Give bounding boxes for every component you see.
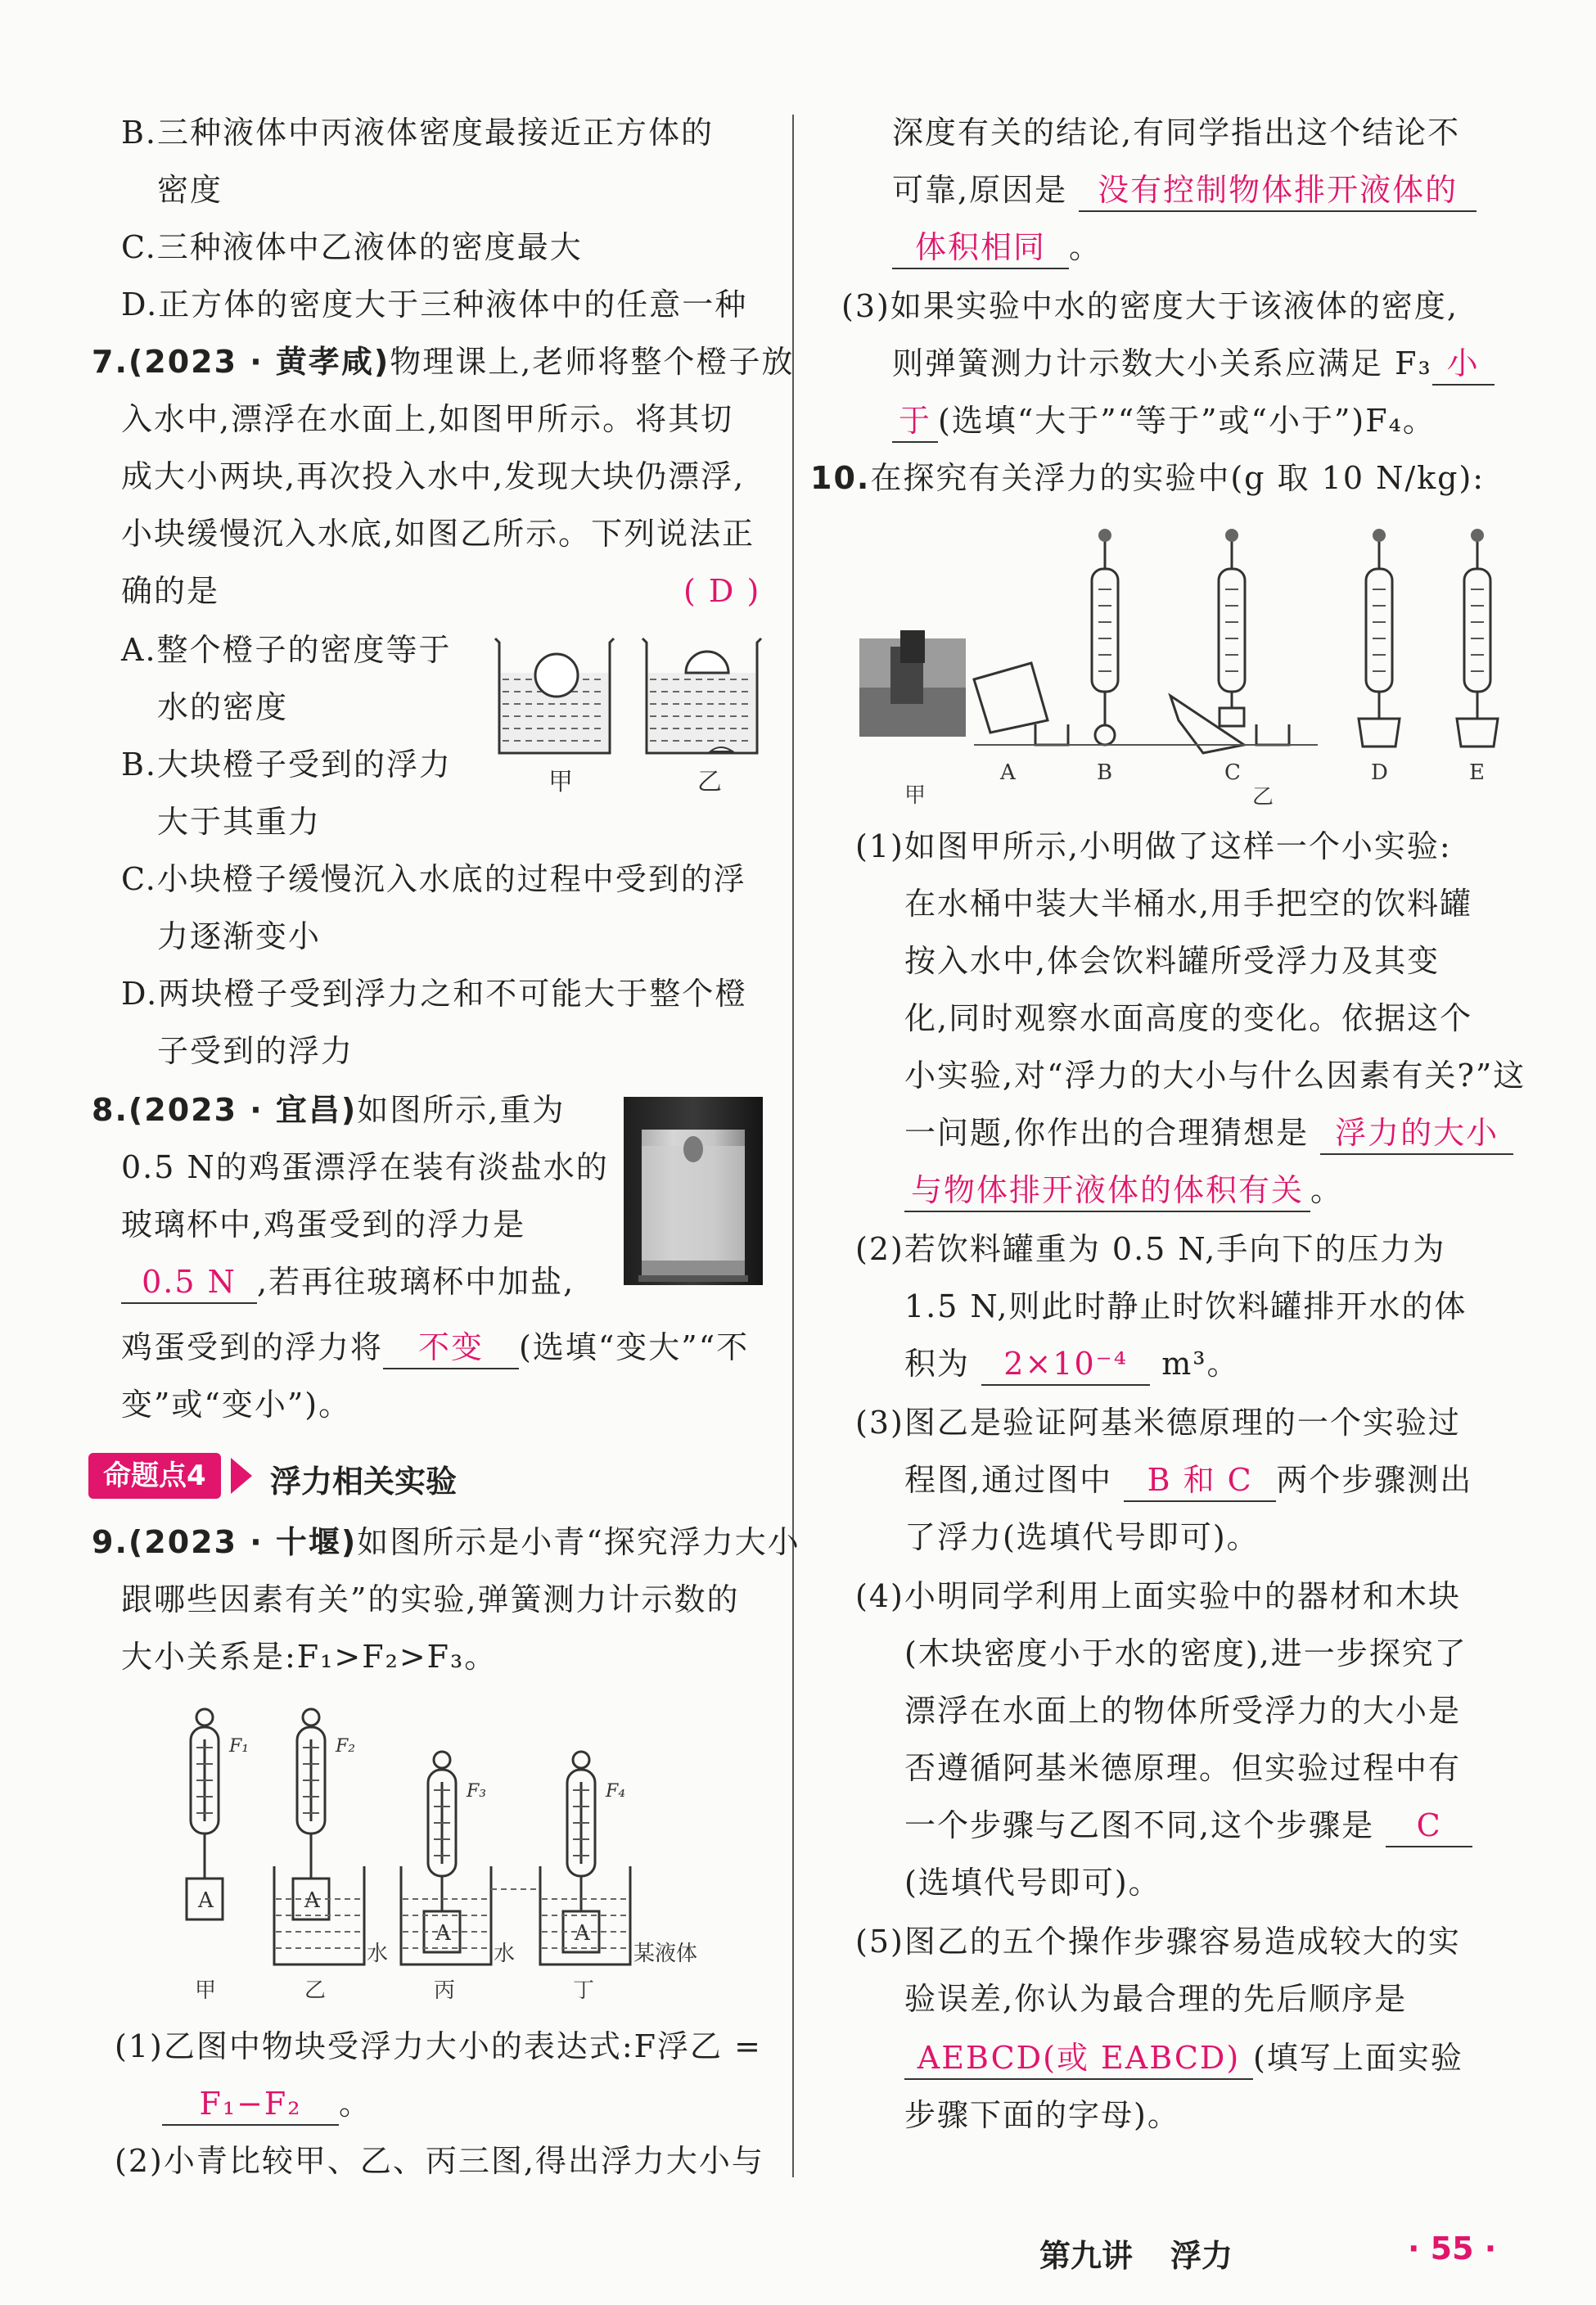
q10-stem bbox=[810, 458, 1485, 498]
q10-part1-line5: 小实验,对“浮力的大小与什么因素有关?”这 bbox=[904, 1058, 1526, 1094]
q9-part3-answer-b: 于 bbox=[892, 401, 938, 443]
q10-fig-caption-yi: 乙 bbox=[1252, 785, 1274, 810]
q10-part4-answer: C bbox=[1386, 1806, 1472, 1847]
q7-stem-line2: 入水中,漂浮在水面上,如图甲所示。将其切 bbox=[121, 401, 734, 437]
q10-part3-line2-text: 程图,通过图中 bbox=[904, 1462, 1113, 1498]
q10-part1-line6-text: 一问题,你作出的合理猜想是 bbox=[904, 1115, 1310, 1151]
q8-stem-line3: 玻璃杯中,鸡蛋受到的浮力是 bbox=[121, 1207, 526, 1243]
q10-photo-jia bbox=[859, 630, 966, 737]
q9-fig-block-4: A bbox=[575, 1921, 590, 1946]
q10-part4-line4: 否遵循阿基米德原理。但实验过程中有 bbox=[904, 1750, 1462, 1786]
footer-chapter: 第九讲 bbox=[1039, 2238, 1134, 2274]
q10-part2-line3-text: 积为 bbox=[904, 1346, 971, 1382]
q10-part2-line1: (2)若饮料罐重为 0.5 N,手向下的压力为 bbox=[855, 1231, 1446, 1267]
q6-option-b-line1: B.三种液体中丙液体密度最接近正方体的 bbox=[121, 115, 715, 151]
q9-fig-force-3: F₃ bbox=[467, 1781, 487, 1802]
q7-option-a-line2: 水的密度 bbox=[157, 689, 289, 725]
q8-line4-text: ,若再往玻璃杯中加盐, bbox=[257, 1264, 575, 1300]
q10-part4-line1: (4)小明同学利用上面实验中的器材和木块 bbox=[855, 1578, 1461, 1614]
q8-stem-line5 bbox=[121, 1328, 749, 1369]
q9-fig-force-2: F₂ bbox=[336, 1736, 356, 1757]
q10-part1-line6 bbox=[904, 1113, 1513, 1155]
q10-part1-line4: 化,同时观察水面高度的变化。依据这个 bbox=[904, 1000, 1473, 1036]
q9-part3-line3-text: (选填“大于”“等于”或“小于”)F₄。 bbox=[938, 403, 1436, 439]
q9-fig-label-bing: 丙 bbox=[434, 1978, 456, 2003]
q10-part3-line2-end: 两个步骤测出 bbox=[1276, 1462, 1473, 1498]
q9-spring-scale-figure bbox=[164, 1703, 753, 2014]
q10-part2-line3 bbox=[904, 1344, 1239, 1386]
q7-option-d-line2: 子受到的浮力 bbox=[157, 1033, 354, 1069]
q10-part5-line3 bbox=[904, 2038, 1463, 2080]
q9-part3-line3 bbox=[892, 401, 1436, 443]
q10-fig-label-e: E bbox=[1469, 760, 1485, 785]
beaker-yi bbox=[642, 638, 761, 753]
q10-part5-line4: 步骤下面的字母)。 bbox=[904, 2097, 1180, 2133]
q10-part1-answer-b: 与物体排开液体的体积有关 bbox=[904, 1171, 1310, 1212]
section-tag-arrow bbox=[231, 1458, 252, 1494]
q8-answer-2: 不变 bbox=[383, 1328, 519, 1369]
q8-answer-1: 0.5 N bbox=[121, 1262, 257, 1304]
q10-part5-line1: (5)图乙的五个操作步骤容易造成较大的实 bbox=[855, 1924, 1461, 1960]
q9-cont-line1: 深度有关的结论,有同学指出这个结论不 bbox=[892, 115, 1461, 151]
q7-option-d-line1: D.两块橙子受到浮力之和不可能大于整个橙 bbox=[121, 976, 748, 1012]
q10-part1-answer-a: 浮力的大小 bbox=[1320, 1113, 1513, 1155]
q9-fig-liquid-3: 某液体 bbox=[633, 1942, 698, 1966]
q7-option-b-line1: B.大块橙子受到的浮力 bbox=[121, 747, 453, 783]
q10-part2-answer: 2×10⁻⁴ bbox=[981, 1344, 1150, 1386]
column-divider bbox=[792, 115, 794, 2177]
q10-part4-line2: (木块密度小于水的密度),进一步探究了 bbox=[904, 1635, 1468, 1671]
q7-option-c-line2: 力逐渐变小 bbox=[157, 918, 322, 954]
q10-part1-end: 。 bbox=[1310, 1172, 1344, 1208]
section-title: 浮力相关实验 bbox=[270, 1464, 458, 1500]
q10-fig-label-c: C bbox=[1224, 760, 1241, 785]
q9-fig-liquid-2: 水 bbox=[494, 1942, 516, 1966]
q9-fig-force-4: F₄ bbox=[606, 1781, 626, 1802]
footer-topic: 浮力 bbox=[1170, 2238, 1233, 2274]
q7-option-b-line2: 大于其重力 bbox=[157, 804, 322, 840]
q7-stem-line4: 小块缓慢沉入水底,如图乙所示。下列说法正 bbox=[121, 516, 755, 552]
q7-option-a-line1: A.整个橙子的密度等于 bbox=[121, 632, 452, 668]
q10-part3-line2 bbox=[904, 1460, 1472, 1502]
q8-source: (2023 · 宜昌) bbox=[128, 1092, 358, 1128]
q7-fig-label-yi: 乙 bbox=[697, 768, 722, 796]
q10-part3-line1: (3)图乙是验证阿基米德原理的一个实验过 bbox=[855, 1405, 1461, 1441]
q6-option-c: C.三种液体中乙液体的密度最大 bbox=[121, 229, 583, 265]
q7-answer: D bbox=[708, 573, 736, 609]
q10-fig-caption-jia: 甲 bbox=[904, 783, 926, 808]
q10-part4-line6: (选填代号即可)。 bbox=[904, 1865, 1161, 1901]
q10-part4-line5 bbox=[904, 1806, 1472, 1847]
q7-fig-label-jia: 甲 bbox=[548, 768, 573, 796]
q10-fig-label-a: A bbox=[1000, 760, 1016, 785]
q9-part2: (2)小青比较甲、乙、丙三图,得出浮力大小与 bbox=[115, 2143, 764, 2179]
q10-part1-line3: 按入水中,体会饮料罐所受浮力及其变 bbox=[904, 943, 1440, 979]
q10-part4-line5-text: 一个步骤与乙图不同,这个步骤是 bbox=[904, 1807, 1375, 1843]
q8-line5a-text: 鸡蛋受到的浮力将 bbox=[121, 1329, 384, 1365]
q10-part1-line7 bbox=[904, 1171, 1343, 1212]
q10-fig-label-b: B bbox=[1097, 760, 1113, 785]
q7-answer-bracket: ( D ) bbox=[683, 573, 761, 609]
q9-line1-text: 如图所示是小青“探究浮力大小 bbox=[357, 1524, 800, 1560]
q9-fig-liquid-1: 水 bbox=[367, 1942, 389, 1966]
q10-fig-label-d: D bbox=[1371, 760, 1388, 785]
q9-part1-answer: F₁−F₂ bbox=[162, 2084, 339, 2126]
q6-option-d: D.正方体的密度大于三种液体中的任意一种 bbox=[121, 286, 748, 323]
q9-fig-label-ding: 丁 bbox=[573, 1978, 595, 2003]
q9-part1-answer-line bbox=[162, 2084, 372, 2126]
q7-stem-line5: 确的是 bbox=[121, 573, 220, 609]
q7-option-c-line1: C.小块橙子缓慢沉入水底的过程中受到的浮 bbox=[121, 861, 746, 897]
q7-stem-line3: 成大小两块,再次投入水中,发现大块仍漂浮, bbox=[121, 458, 746, 494]
q10-part3-line3: 了浮力(选填代号即可)。 bbox=[904, 1519, 1260, 1555]
q8-line1-text: 如图所示,重为 bbox=[357, 1092, 566, 1128]
q9-part3-line2-text: 则弹簧测力计示数大小关系应满足 F₃ bbox=[892, 345, 1432, 381]
q10-part5-line2: 验误差,你认为最合理的先后顺序是 bbox=[904, 1981, 1408, 2017]
q9-fig-block-1: A bbox=[198, 1888, 214, 1913]
q9-fig-block-3: A bbox=[435, 1921, 451, 1946]
q8-stem-line6: 变”或“变小”)。 bbox=[121, 1387, 352, 1423]
q9-part3-line2 bbox=[892, 344, 1495, 386]
q10-part2-line2: 1.5 N,则此时静止时饮料罐排开水的体 bbox=[904, 1288, 1468, 1324]
q9-part3-answer-a: 小 bbox=[1432, 344, 1495, 386]
q10-part3-answer: B 和 C bbox=[1124, 1460, 1276, 1502]
q10-number: 10. bbox=[810, 460, 871, 496]
q8-line5b-text: (选填“变大”“不 bbox=[519, 1329, 750, 1365]
q9-fig-force-1: F₁ bbox=[229, 1736, 250, 1757]
q10-part4-line3: 漂浮在水面上的物体所受浮力的大小是 bbox=[904, 1693, 1462, 1729]
q9-stem-line3: 大小关系是:F₁>F₂>F₃。 bbox=[121, 1639, 498, 1675]
q9-number: 9. bbox=[92, 1524, 128, 1560]
section-tag: 命题点4 bbox=[88, 1453, 221, 1499]
q10-part5-line3-text: (填写上面实验 bbox=[1253, 2040, 1463, 2076]
q9-cont-line2-text: 可靠,原因是 bbox=[892, 172, 1068, 208]
q9-fig-label-yi: 乙 bbox=[304, 1978, 327, 2003]
q9-part1-end: 。 bbox=[339, 2086, 372, 2122]
q10-stem-text: 在探究有关浮力的实验中(g 取 10 N/kg): bbox=[870, 460, 1486, 496]
q9-part2-answer-b: 体积相同 bbox=[892, 228, 1069, 269]
q10-experiment-figure bbox=[859, 524, 1531, 827]
q9-source: (2023 · 十堰) bbox=[128, 1524, 358, 1560]
beaker-jia bbox=[495, 638, 614, 753]
q7-stem-line1 bbox=[92, 342, 794, 382]
q9-cont-line3 bbox=[892, 228, 1102, 269]
q8-stem-line1 bbox=[92, 1090, 565, 1130]
q8-stem-line4 bbox=[121, 1262, 575, 1304]
q9-part3-line1: (3)如果实验中水的密度大于该液体的密度, bbox=[841, 288, 1458, 324]
q9-fig-block-2: A bbox=[304, 1888, 320, 1913]
q7-number: 7. bbox=[92, 344, 128, 380]
q8-stem-line2: 0.5 N的鸡蛋漂浮在装有淡盐水的 bbox=[121, 1149, 609, 1185]
q9-part2-answer-a: 没有控制物体排开液体的 bbox=[1079, 170, 1477, 212]
q7-line1-text: 物理课上,老师将整个橙子放 bbox=[390, 344, 795, 380]
q7-source: (2023 · 黄孝咸) bbox=[128, 344, 390, 380]
q10-part2-unit: m³。 bbox=[1161, 1346, 1240, 1382]
q9-cont-line3-end: 。 bbox=[1069, 229, 1102, 265]
q8-egg-glass-photo bbox=[624, 1097, 763, 1285]
q9-fig-label-jia: 甲 bbox=[195, 1978, 217, 2003]
q7-orange-figure bbox=[483, 630, 769, 810]
q10-part5-answer: AEBCD(或 EABCD) bbox=[904, 2038, 1253, 2080]
q10-part1-line2: 在水桶中装大半桶水,用手把空的饮料罐 bbox=[904, 886, 1473, 922]
q8-number: 8. bbox=[92, 1092, 128, 1128]
q6-option-b-line2: 密度 bbox=[157, 172, 223, 208]
page-number: · 55 · bbox=[1408, 2231, 1497, 2267]
q10-part1-line1: (1)如图甲所示,小明做了这样一个小实验: bbox=[855, 828, 1452, 864]
q9-stem-line2: 跟哪些因素有关”的实验,弹簧测力计示数的 bbox=[121, 1581, 740, 1617]
q9-stem-line1 bbox=[92, 1522, 800, 1563]
q9-part1: (1)乙图中物块受浮力大小的表达式:F浮乙 = bbox=[115, 2028, 762, 2064]
q9-cont-line2 bbox=[892, 170, 1477, 212]
